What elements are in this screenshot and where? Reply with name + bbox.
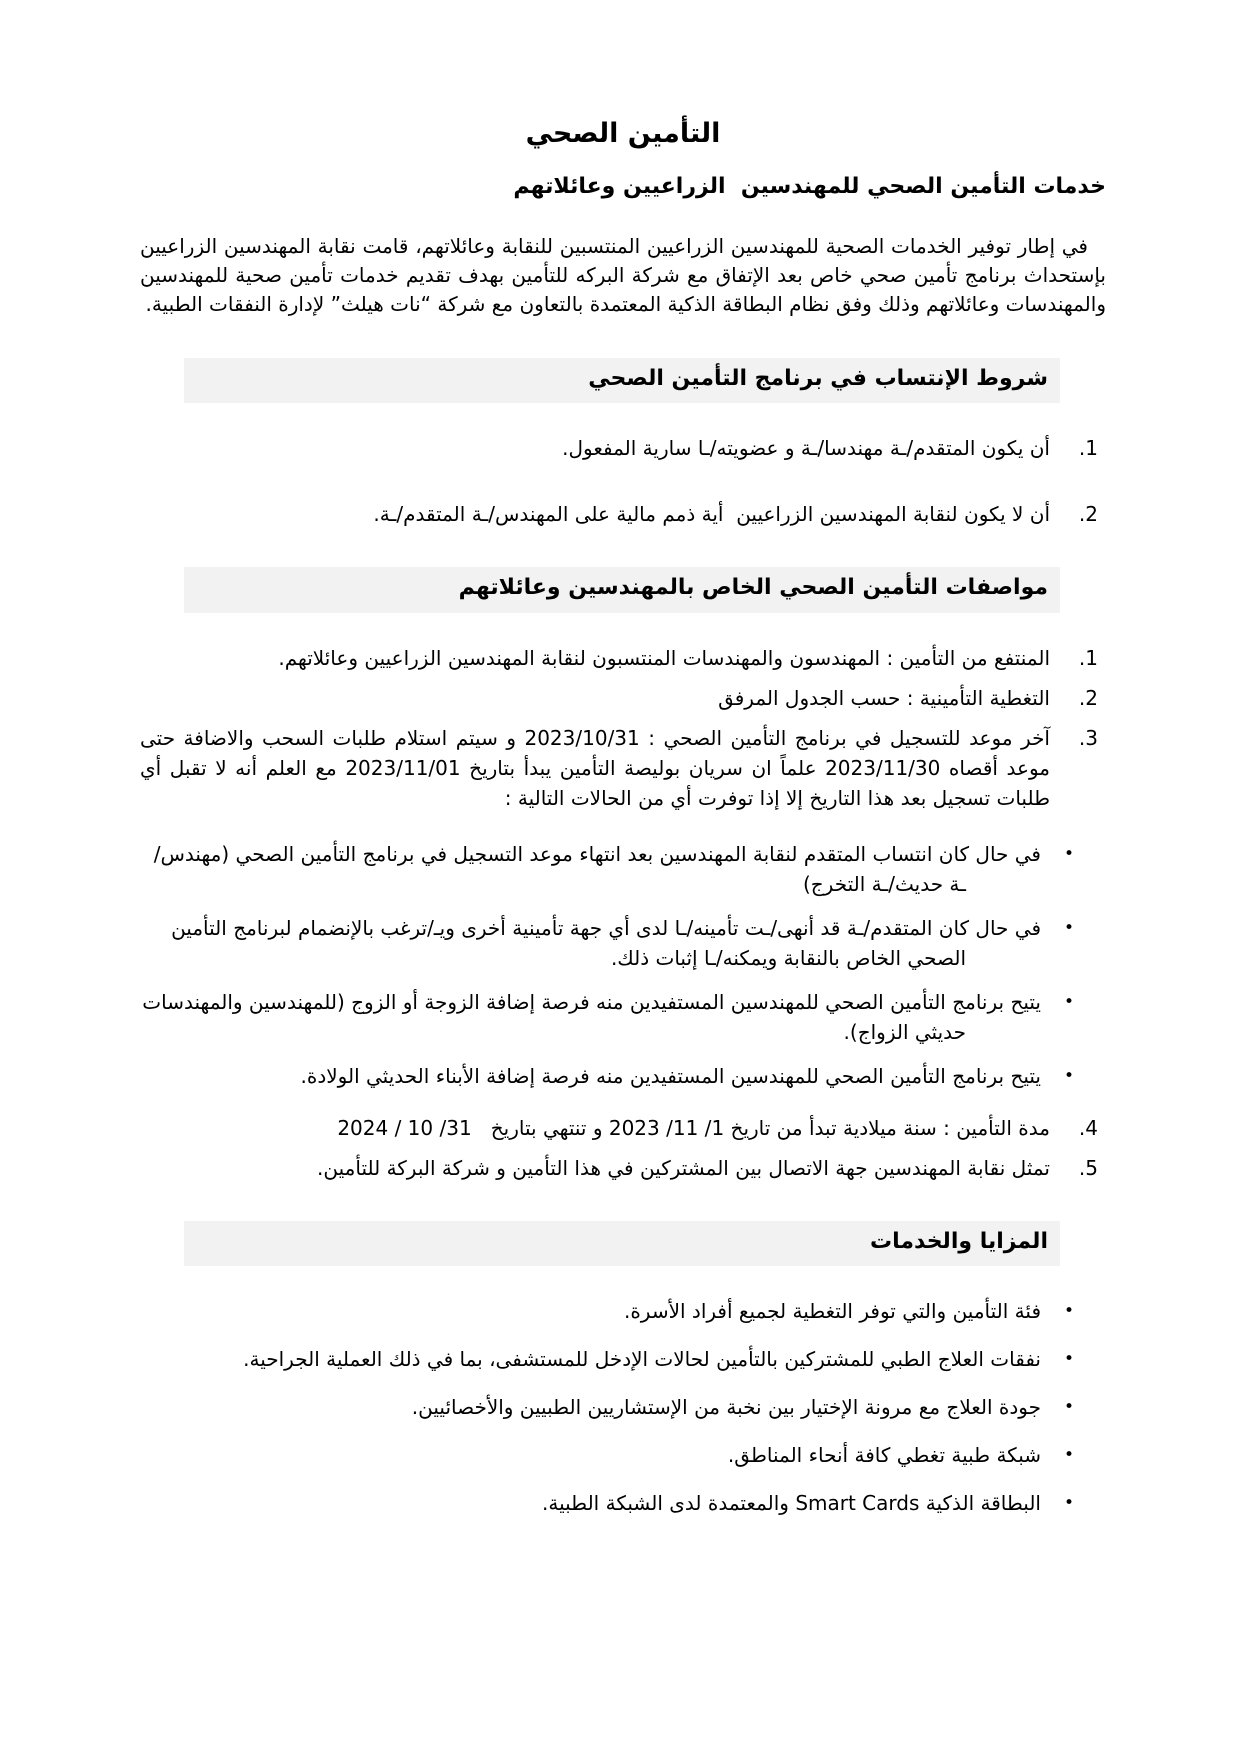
bullet-item-text: يتيح برنامج التأمين الصحي للمهندسين المستفيدين منه فرصة إضافة الأبناء الحديثي الولادة. xyxy=(300,1063,1041,1088)
bullet-item-text: جودة العلاج مع مرونة الإختيار بين نخبة من الإستشاريين الطبيين والأخصائيين. xyxy=(411,1395,1041,1420)
section-heading-insurance-specifications: مواصفات التأمين الصحي الخاص بالمهندسين وعائلاتهم xyxy=(184,567,1060,613)
bullet-list-benefits xyxy=(140,1296,1106,1518)
list-item-text: أن يكون المتقدم/ـة مهندسا/ـة و عضويته/ـا سارية المفعول. xyxy=(562,436,1050,461)
list-number: 2. xyxy=(1078,502,1098,527)
list-number: 2. xyxy=(1078,685,1098,710)
numbered-item xyxy=(140,723,1106,813)
list-item-text: آخر موعد للتسجيل في برنامج التأمين الصحي : 2023/10/31 و سيتم استلام طلبات السحب والاضافة حتى موعد أقصاه 2023/11/30 علماً ان سريان بوليصة التأمين يبدأ بتاريخ 2023/11/01 مع العلم أنه لا تقبل أي طلبات تسجيل بعد هذا التاريخ إلا إذا توفرت أي من الحالات التالية : xyxy=(140,725,1051,810)
numbered-item xyxy=(140,499,1106,529)
numbered-list-membership-conditions xyxy=(140,433,1106,529)
numbered-item xyxy=(140,1153,1106,1183)
numbered-item xyxy=(140,683,1106,713)
list-number: 1. xyxy=(1078,436,1098,461)
page-subtitle: خدمات التأمين الصحي للمهندسين الزراعيين وعائلاتهم xyxy=(513,174,1106,200)
list-number: 4. xyxy=(1078,1115,1098,1140)
bullet-item xyxy=(140,913,1106,973)
bullet-item-text: شبكة طبية تغطي كافة أنحاء المناطق. xyxy=(727,1443,1041,1468)
list-item-text: أن لا يكون لنقابة المهندسين الزراعيين أية ذمم مالية على المهندس/ـة المتقدم/ـة. xyxy=(373,502,1050,527)
bullet-icon: • xyxy=(1063,1065,1074,1086)
bullet-item xyxy=(140,1440,1106,1470)
bullet-icon: • xyxy=(1063,1445,1074,1466)
bullet-item xyxy=(140,987,1106,1047)
numbered-item xyxy=(140,643,1106,673)
bullet-item-text: في حال كان انتساب المتقدم لنقابة المهندسين بعد انتهاء موعد التسجيل في برنامج التأمين الصحي (مهندس/ـة حديث/ـة التخرج) xyxy=(153,841,1041,896)
bullet-item xyxy=(140,1061,1106,1091)
bullet-item-text: يتيح برنامج التأمين الصحي للمهندسين المستفيدين منه فرصة إضافة الزوجة أو الزوج (للمهندسين والمهندسات حديثي الزواج). xyxy=(142,989,1041,1044)
bullet-item xyxy=(140,1344,1106,1374)
bullet-item-text: في حال كان المتقدم/ـة قد أنهى/ـت تأمينه/ـا لدى أي جهة تأمينية أخرى ويـ/ترغب بالإنضمام لبرنامج التأمين الصحي الخاص بالنقابة ويمكنه/ـا إثبات ذلك. xyxy=(171,915,1041,970)
bullet-item-text: البطاقة الذكية Smart Cards والمعتمدة لدى الشبكة الطبية. xyxy=(542,1491,1041,1516)
list-number: 3. xyxy=(1078,725,1098,750)
list-number: 1. xyxy=(1078,645,1098,670)
list-item-text: المنتفع من التأمين : المهندسون والمهندسات المنتسبون لنقابة المهندسين الزراعيين وعائلاتهم. xyxy=(278,645,1050,670)
bullet-icon: • xyxy=(1063,917,1074,938)
intro-paragraph: في إطار توفير الخدمات الصحية للمهندسين الزراعيين المنتسبين للنقابة وعائلاتهم، قامت نقابة المهندسين الزراعيين بإستحداث برنامج تأمين صحي خاص بعد الإتفاق مع شركة البركه للتأمين بهدف تقديم خدمات تأمين صحية للمهندسين والمهندسات وعائلاتهم وذلك وفق نظام البطاقة الذكية المعتمدة بالتعاون مع شركة “نات هيلث” لإدارة النفقات الطبية. xyxy=(140,233,1106,317)
bullet-icon: • xyxy=(1063,1349,1074,1370)
list-item-text: تمثل نقابة المهندسين جهة الاتصال بين المشتركين في هذا التأمين و شركة البركة للتأمين. xyxy=(317,1155,1050,1180)
bullet-icon: • xyxy=(1063,843,1074,864)
bullet-item-text: نفقات العلاج الطبي للمشتركين بالتأمين لحالات الإدخل للمستشفى، بما في ذلك العملية الجراحية. xyxy=(243,1347,1041,1372)
bullet-item xyxy=(140,839,1106,899)
bullet-icon: • xyxy=(1063,1397,1074,1418)
bullet-item xyxy=(140,1488,1106,1518)
numbered-list-insurance-specifications xyxy=(140,643,1106,1183)
numbered-item xyxy=(140,1113,1106,1143)
section-heading-membership-conditions: شروط الإنتساب في برنامج التأمين الصحي xyxy=(184,358,1060,404)
bullet-item xyxy=(140,1296,1106,1326)
list-item-text: مدة التأمين : سنة ميلادية تبدأ من تاريخ 1/ 11/ 2023 و تنتهي بتاريخ 31/ 10 / 2024 xyxy=(337,1115,1050,1140)
bullet-item-text: فئة التأمين والتي توفر التغطية لجميع أفراد الأسرة. xyxy=(623,1299,1041,1324)
bullet-icon: • xyxy=(1063,991,1074,1012)
bullet-icon: • xyxy=(1063,1493,1074,1514)
numbered-item xyxy=(140,433,1106,463)
bullet-list-registration-exceptions xyxy=(140,839,1106,1091)
list-number: 5. xyxy=(1078,1155,1098,1180)
bullet-icon: • xyxy=(1063,1301,1074,1322)
bullet-item xyxy=(140,1392,1106,1422)
page-title: التأمين الصحي xyxy=(525,118,721,149)
section-heading-benefits-services: المزايا والخدمات xyxy=(184,1221,1060,1267)
list-item-text: التغطية التأمينية : حسب الجدول المرفق xyxy=(718,685,1050,710)
